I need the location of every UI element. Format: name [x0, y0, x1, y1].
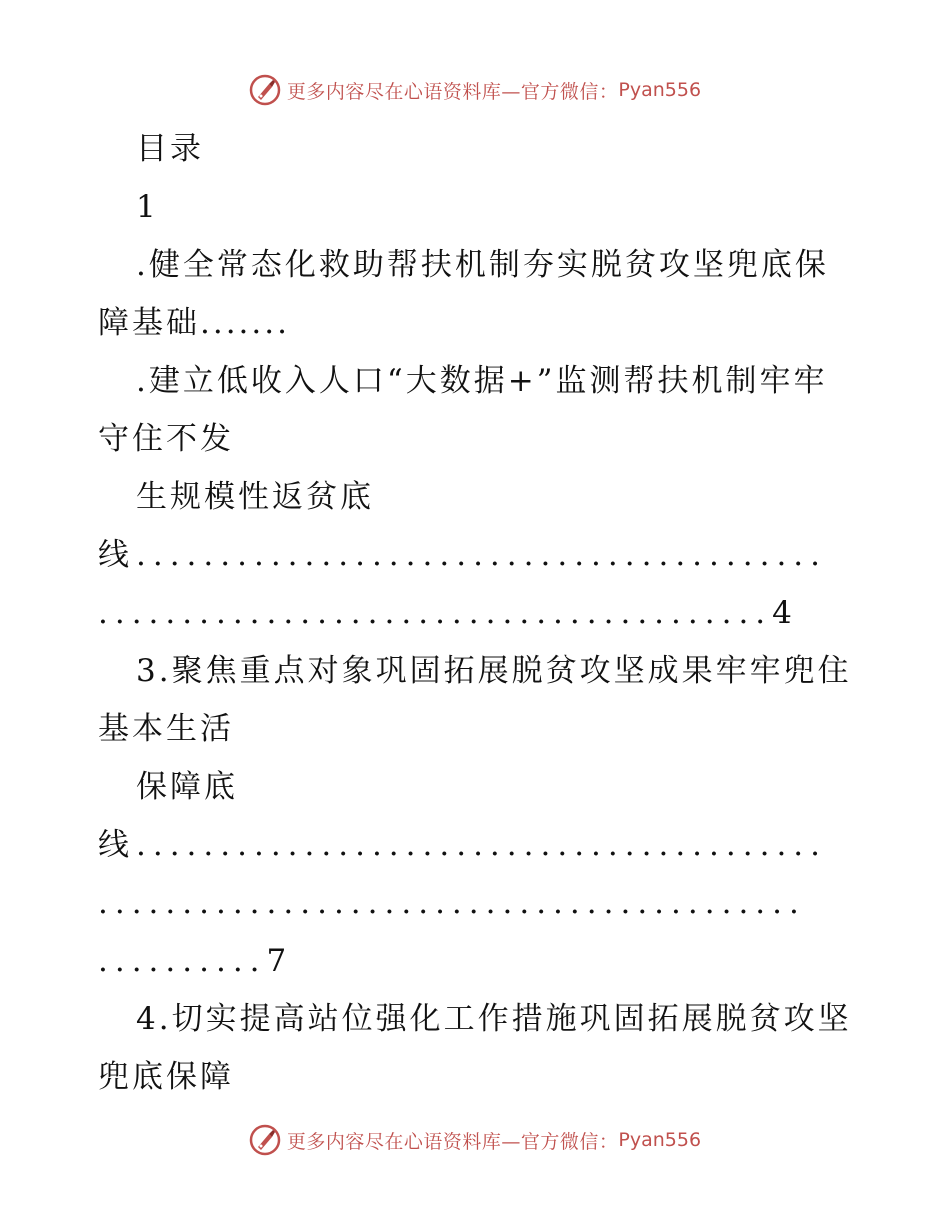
pen-nib-logo-icon [249, 74, 281, 106]
toc-line: 生规模性返贫底 [136, 479, 374, 515]
toc-line: ........................................4 [98, 595, 799, 631]
toc-line: ..........7 [98, 943, 294, 979]
watermark-wechat-id: Pyan556 [618, 1129, 702, 1151]
watermark-wechat-id: Pyan556 [618, 79, 702, 101]
toc-line: 障基础....... [98, 305, 290, 341]
toc-content [98, 120, 858, 1106]
footer-watermark [0, 1120, 950, 1160]
toc-line: 线......................................... [98, 537, 828, 573]
toc-line: 线......................................... [98, 827, 828, 863]
watermark-text: 更多内容尽在心语资料库—官方微信： [286, 80, 619, 103]
toc-line: 1 [136, 189, 159, 225]
header-watermark [0, 70, 950, 110]
toc-line: .健全常态化救助帮扶机制夯实脱贫攻坚兜底保 [136, 247, 829, 283]
pen-nib-logo-icon [249, 1124, 281, 1156]
toc-line: .......................................... [98, 885, 806, 921]
toc-line: 基本生活 [98, 711, 234, 747]
toc-line: .建立低收入人口“大数据+”监测帮扶机制牢牢 [136, 363, 828, 399]
toc-line: 兜底保障 [98, 1059, 234, 1095]
watermark-text: 更多内容尽在心语资料库—官方微信： [286, 1130, 619, 1153]
toc-line: 守住不发 [98, 421, 234, 457]
toc-line: 保障底 [136, 769, 238, 805]
toc-line: 3.聚焦重点对象巩固拓展脱贫攻坚成果牢牢兜住 [136, 653, 852, 689]
toc-line: 4.切实提高站位强化工作措施巩固拓展脱贫攻坚 [136, 1001, 852, 1037]
toc-heading: 目录 [136, 131, 204, 167]
